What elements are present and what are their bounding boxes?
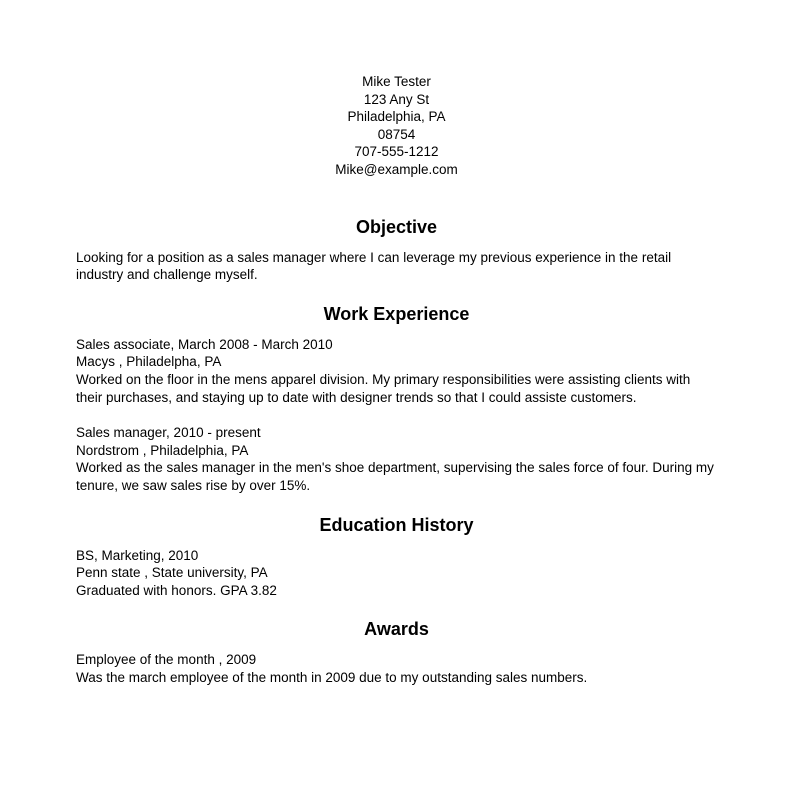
job-entry <box>76 424 717 494</box>
job-description: Worked as the sales manager in the men's shoe department, supervising the sales force of four. During my tenure, we saw sales rise by over 15%. <box>76 460 714 493</box>
contact-email: Mike@example.com <box>335 161 458 177</box>
awards-heading: Awards <box>364 619 429 640</box>
education-block <box>76 547 717 600</box>
award-description: Was the march employee of the month in 2009 due to my outstanding sales numbers. <box>76 669 588 685</box>
award-title: Employee of the month , 2009 <box>76 652 257 668</box>
education-honors: Graduated with honors. GPA 3.82 <box>76 582 277 598</box>
education-school: Penn state , State university, PA <box>76 565 268 581</box>
awards-block <box>76 651 717 686</box>
contact-name: Mike Tester <box>362 74 431 89</box>
objective-heading: Objective <box>355 216 438 237</box>
work-experience-list <box>76 336 717 495</box>
objective-text: Looking for a position as a sales manager where I can leverage my previous experience in the retail industry and challenge myself. <box>76 249 672 283</box>
contact-city-state: Philadelphia, PA <box>347 109 446 125</box>
job-company-location: Nordstrom , Philadelphia, PA <box>76 442 249 458</box>
contact-street: 123 Any St <box>363 91 430 107</box>
contact-phone: 707-555-1212 <box>354 144 439 160</box>
job-title-dates: Sales associate, March 2008 - March 2010 <box>76 336 333 352</box>
contact-block <box>76 73 717 179</box>
job-company-location: Macys , Philadelpha, PA <box>76 354 222 370</box>
job-entry <box>76 336 717 406</box>
education-heading: Education History <box>319 514 474 535</box>
job-description: Worked on the floor in the mens apparel division. My primary responsibilities were assisting clients with their purchases, and staying up to date with designer trends so that I could assiste customers. <box>76 371 691 405</box>
job-title-dates: Sales manager, 2010 - present <box>76 425 261 441</box>
work-experience-heading: Work Experience <box>323 303 470 324</box>
education-degree: BS, Marketing, 2010 <box>76 547 199 563</box>
contact-zip: 08754 <box>377 126 416 142</box>
